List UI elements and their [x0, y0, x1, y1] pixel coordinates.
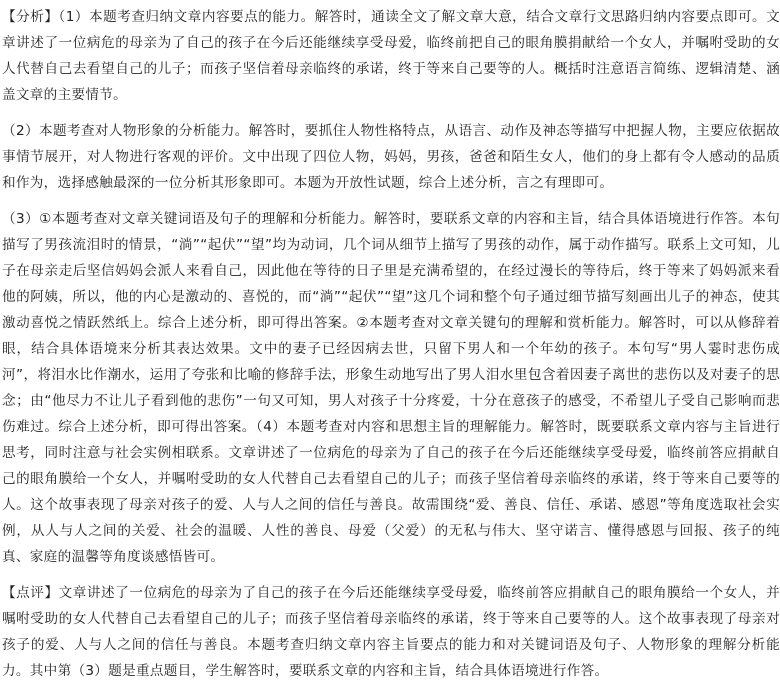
analysis-paragraph-2: （2）本题考查对人物形象的分析能力。解答时，要抓住人物性格特点，从语言、动作及神态等描写中把握人物，主要应依据故事情节展开，对人物进行客观的评价。文中出现了四位人物，妈妈，男孩，爸爸和陌生女人，他们的身上都有令人感动的品质和作为，选择感触最深的一位分析其形象即可。本题为开放性试题，综合上述分析，言之有理即可。	[2, 123, 780, 191]
paragraph-spacer	[2, 196, 780, 206]
analysis-paragraph-1: 【分析】（1）本题考查归纳文章内容要点的能力。解答时，通读全文了解文章大意，结合文章行文思路归纳内容要点即可。文章讲述了一位病危的母亲为了自己的孩子在今后还能继续享受母爱，临终前把自己的眼角膜捐献给一个女人，并嘱咐受助的女人代替自己去看望自己的儿子；而孩子坚信着母亲临终的承诺，终于等来自己要等的人。概括时注意语言简练、逻辑清楚、涵盖文章的主要情节。	[2, 9, 780, 103]
comment-paragraph: 【点评】文章讲述了一位病危的母亲为了自己的孩子在今后还能继续享受母爱，临终前答应捐献自己的眼角膜给一个女人，并嘱咐受助的女人代替自己去看望自己的儿子；而孩子坚信着母亲临终的承诺，终于等来自己要等的人。这个故事表现了母亲对孩子的爱、人与人之间的信任与善良。本题考查归纳文章内容主旨要点的能力和对关键词语及句子、人物形象的理解分析能力。其中第（3）题是重点题目，学生解答时，要联系文章的内容和主旨，结合具体语境进行作答。	[2, 585, 780, 679]
analysis-paragraph-3: （3）①本题考查对文章关键词语及句子的理解和分析能力。解答时，要联系文章的内容和主旨，结合具体语境进行作答。本句描写了男孩流泪时的情景，“淌”“起伏”“望”均为动词，几个词从细节上描写了男孩的动作，属于动作描写。联系上文可知，儿子在母亲走后坚信妈妈会派人来看自己，因此他在等待的日子里是充满希望的，在经过漫长的等待后，终于等来了妈妈派来看他的阿姨，所以，他的内心是激动的、喜悦的，而“淌”“起伏”“望”这几个词和整个句子通过细节描写刻画出儿子的神态，使其激动喜悦之情跃然纸上。综合上述分析，即可得出答案。②本题考查对文章关键句的理解和赏析能力。解答时，可以从修辞着眼，结合具体语境来分析其表达效果。文中的妻子已经因病去世，只留下男人和一个年幼的孩子。本句写“男人霎时悲伤成河”，将泪水比作潮水，运用了夸张和比喻的修辞手法，形象生动地写出了男人泪水里包含着因妻子离世的悲伤以及对妻子的思念；由“他尽力不让儿子看到他的悲伤”一句又可知，男人对孩子十分疼爱，十分在意孩子的感受，不希望儿子受自己影响而悲伤难过。综合上述分析，即可得出答案。（4）本题考查对内容和思想主旨的理解能力。解答时，既要联系文章内容与主旨进行思考，同时注意与社会实例相联系。文章讲述了一位病危的母亲为了自己的孩子在今后还能继续享受母爱，临终前答应捐献自己的眼角膜给一个女人，并嘱咐受助的女人代替自己去看望自己的儿子；而孩子坚信着母亲临终的承诺，终于等来自己要等的人。这个故事表现了母亲对孩子的爱、人与人之间的信任与善良。故需围绕“爱、善良、信任、承诺、感恩”等角度选取社会实例，从人与人之间的关爱、社会的温暖、人性的善良、母爱（父爱）的无私与伟大、坚守诺言、懂得感恩与回报、孩子的纯真、家庭的温馨等角度谈感悟皆可。	[2, 211, 780, 565]
paragraph-spacer	[2, 108, 780, 118]
paragraph-spacer	[2, 570, 780, 580]
